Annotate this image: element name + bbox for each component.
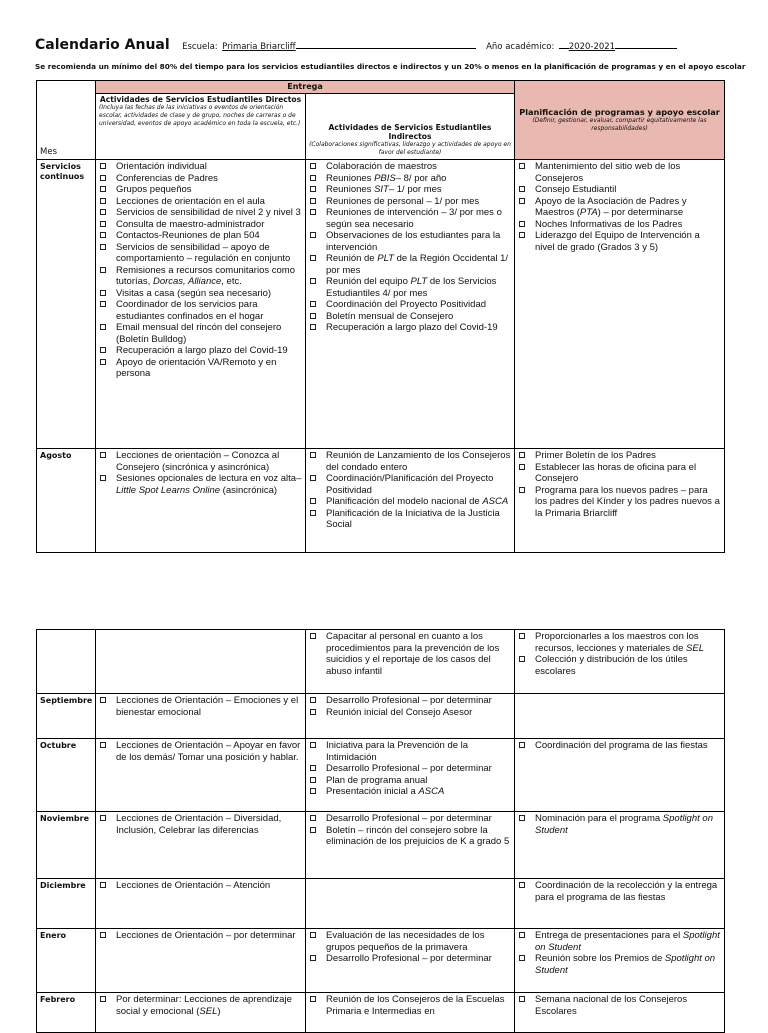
checkbox-list-item: Coordinación del Proyecto Positividad [309,299,511,311]
checkbox-list-item: Primer Boletín de los Padres [518,450,721,462]
direct-list [99,740,302,763]
checkbox-list-item: Reunión sobre los Premios de Spotlight on Student [518,953,721,976]
checkbox-list-item: Orientación individual [99,161,302,173]
checkbox-list-item: Reuniones SIT– 1/ por mes [309,184,511,196]
recommendation-text: Se recomienda un mínimo del 80% del tiempo para los servicios estudiantiles directos e indirectos y un 20% o menos en la planificación de programas y en el apoyo escolar [35,62,746,71]
calendar-row [37,160,725,449]
plan-list [518,631,721,677]
plan-cell [515,449,725,553]
indirect-cell [306,449,515,553]
plan-list [518,740,721,752]
month-cell: Septiembre [37,694,96,739]
checkbox-list-item: Reunión inicial del Consejo Asesor [309,707,511,719]
checkbox-list-item: Desarrollo Profesional – por determinar [309,813,511,825]
indirect-cell [306,812,515,879]
school-name: Primaria Briarcliff [222,42,296,52]
indirect-list [309,740,511,798]
calendar-body-page-1 [37,160,725,553]
calendar-row [37,630,725,694]
indirect-list [309,994,511,1017]
checkbox-list-item: Iniciativa para la Prevención de la Intimidación [309,740,511,763]
checkbox-list-item: Liderazgo del Equipo de Intervención a nivel de grado (Grados 3 y 5) [518,230,721,253]
checkbox-list-item: Reunión del equipo PLT de los Servicios Estudiantiles 4/ por mes [309,276,511,299]
checkbox-list-item: Apoyo de orientación VA/Remoto y en persona [99,357,302,380]
indirect-header [306,94,515,160]
checkbox-list-item: Lecciones de orientación en el aula [99,196,302,208]
checkbox-list-item: Proporcionarles a los maestros con los recursos, lecciones y materiales de SEL [518,631,721,654]
plan-cell [515,630,725,694]
plan-list [518,930,721,976]
direct-cell [96,929,306,993]
checkbox-list-item: Noches Informativas de los Padres [518,219,721,231]
direct-list [99,813,302,836]
direct-list [99,695,302,718]
checkbox-list-item: Lecciones de Orientación – por determinar [99,930,302,942]
checkbox-list-item: Programa para los nuevos padres – para los padres del Kínder y los padres nuevos a la Primaria Briarcliff [518,485,721,520]
checkbox-list-item: Reunión de los Consejeros de la Escuelas Primaria e Intermedias en [309,994,511,1017]
direct-cell [96,993,306,1033]
calendar-table-page-2 [36,629,725,1033]
direct-header-title: Actividades de Servicios Estudiantiles Directos [99,95,302,104]
checkbox-list-item: Reuniones PBIS– 8/ por año [309,173,511,185]
indirect-header-title: Actividades de Servicios Estudiantiles Indirectos [328,123,492,141]
school-label: Escuela: [182,42,218,52]
plan-list [518,450,721,519]
plan-cell [515,739,725,812]
checkbox-list-item: Lecciones de Orientación – Emociones y el bienestar emocional [99,695,302,718]
checkbox-list-item: Desarrollo Profesional – por determinar [309,953,511,965]
checkbox-list-item: Nominación para el programa Spotlight on Student [518,813,721,836]
direct-list [99,930,302,942]
checkbox-list-item: Lecciones de orientación – Conozca al Consejero (sincrónica y asincrónica) [99,450,302,473]
indirect-cell [306,993,515,1033]
indirect-cell [306,630,515,694]
year-label: Año académico: [486,42,555,52]
checkbox-list-item: Sesiones opcionales de lectura en voz alta– Little Spot Learns Online (asincrónica) [99,473,302,496]
month-cell: Febrero [37,993,96,1033]
checkbox-list-item: Consulta de maestro-administrador [99,219,302,231]
direct-cell [96,694,306,739]
checkbox-list-item: Entrega de presentaciones para el Spotlight on Student [518,930,721,953]
checkbox-list-item: Planificación del modelo nacional de ASCA [309,496,511,508]
direct-cell [96,879,306,929]
checkbox-list-item: Coordinador de los servicios para estudiantes confinados en el hogar [99,299,302,322]
checkbox-list-item: Conferencias de Padres [99,173,302,185]
checkbox-list-item: Reunión de Lanzamiento de los Consejeros del condado entero [309,450,511,473]
entrega-row [37,81,725,94]
indirect-cell [306,160,515,449]
checkbox-list-item: Lecciones de Orientación – Apoyar en favor de los demás/ Tomar una posición y hablar. [99,740,302,763]
plan-list [518,161,721,253]
direct-cell [96,739,306,812]
direct-list [99,450,302,496]
indirect-list [309,450,511,531]
plan-list [518,880,721,903]
calendar-row [37,694,725,739]
direct-list [99,161,302,380]
checkbox-list-item: Colaboración de maestros [309,161,511,173]
plan-cell [515,929,725,993]
plan-header-subtitle: (Definir, gestionar, evaluar, compartir equitativamente las responsabilidades) [532,117,707,132]
indirect-cell [306,879,515,929]
document-header [35,36,735,54]
checkbox-list-item: Coordinación de la recolección y la entrega para el programa de las fiestas [518,880,721,903]
checkbox-list-item: Reuniones de intervención – 3/ por mes o según sea necesario [309,207,511,230]
month-cell: Noviembre [37,812,96,879]
indirect-list [309,695,511,718]
calendar-row [37,739,725,812]
indirect-list [309,813,511,848]
checkbox-list-item: Coordinación del programa de las fiestas [518,740,721,752]
direct-list [99,880,302,892]
checkbox-list-item: Recuperación a largo plazo del Covid-19 [99,345,302,357]
direct-list [99,994,302,1017]
month-cell [37,630,96,694]
indirect-cell [306,694,515,739]
document-title: Calendario Anual [35,37,170,53]
year-underline-left [559,38,569,49]
checkbox-list-item: Capacitar al personal en cuanto a los procedimientos para la prevención de los suicidios y el reportaje de los casos del abuso infantil [309,631,511,677]
checkbox-list-item: Apoyo de la Asociación de Padres y Maestros (PTA) – por determinarse [518,196,721,219]
month-cell: Diciembre [37,879,96,929]
calendar-row [37,879,725,929]
checkbox-list-item: Boletín – rincón del consejero sobre la eliminación de los prejuicios de K a grado 5 [309,825,511,848]
checkbox-list-item: Boletín mensual de Consejero [309,311,511,323]
indirect-list [309,161,511,334]
calendar-body-page-2 [37,630,725,1033]
checkbox-list-item: Coordinación/Planificación del Proyecto Positividad [309,473,511,496]
month-cell: Agosto [37,449,96,553]
plan-cell [515,879,725,929]
checkbox-list-item: Lecciones de Orientación – Atención [99,880,302,892]
checkbox-list-item: Contactos-Reuniones de plan 504 [99,230,302,242]
checkbox-list-item: Colección y distribución de los útiles escolares [518,654,721,677]
checkbox-list-item: Evaluación de las necesidades de los grupos pequeños de la primavera [309,930,511,953]
direct-cell [96,812,306,879]
plan-cell [515,993,725,1033]
checkbox-list-item: Remisiones a recursos comunitarios como tutorías, Dorcas, Alliance, etc. [99,265,302,288]
checkbox-list-item: Desarrollo Profesional – por determinar [309,763,511,775]
checkbox-list-item: Visitas a casa (según sea necesario) [99,288,302,300]
checkbox-list-item: Observaciones de los estudiantes para la intervención [309,230,511,253]
direct-header-subtitle: (Incluya las fechas de las iniciativas o eventos de orientación escolar, actividades de clase y de grupo, noches de carreras o de universidad, eventos de apoyo académico en toda la escuela, etc.) [99,104,301,127]
checkbox-list-item: Desarrollo Profesional – por determinar [309,695,511,707]
checkbox-list-item: Grupos pequeños [99,184,302,196]
school-underline [296,38,476,49]
indirect-header-subtitle: (Colaboraciones significativas, liderazgo y actividades de apoyo en favor del estudiante) [309,141,511,156]
calendar-row [37,929,725,993]
plan-cell [515,694,725,739]
calendar-row [37,449,725,553]
checkbox-list-item: Plan de programa anual [309,775,511,787]
checkbox-list-item: Reuniones de personal – 1/ por mes [309,196,511,208]
checkbox-list-item: Planificación de la Iniciativa de la Justicia Social [309,508,511,531]
plan-header [515,81,725,160]
direct-cell [96,449,306,553]
checkbox-list-item: Mantenimiento del sitio web de los Consejeros [518,161,721,184]
calendar-table-page-1 [36,80,725,553]
checkbox-list-item: Por determinar: Lecciones de aprendizaje social y emocional (SEL) [99,994,302,1017]
indirect-cell [306,739,515,812]
checkbox-list-item: Servicios de sensibilidad – apoyo de comportamiento – regulación en conjunto [99,242,302,265]
plan-cell [515,812,725,879]
checkbox-list-item: Establecer las horas de oficina para el Consejero [518,462,721,485]
calendar-row [37,812,725,879]
checkbox-list-item: Presentación inicial a ASCA [309,786,511,798]
month-cell: Octubre [37,739,96,812]
checkbox-list-item: Servicios de sensibilidad de nivel 2 y nivel 3 [99,207,302,219]
entrega-header: Entrega [96,81,515,94]
month-cell: Servicios continuos [37,160,96,449]
direct-header [96,94,306,160]
indirect-list [309,930,511,965]
checkbox-list-item: Recuperación a largo plazo del Covid-19 [309,322,511,334]
month-cell: Enero [37,929,96,993]
mes-header: Mes [37,81,96,160]
checkbox-list-item: Reunión de PLT de la Región Occidental 1/ por mes [309,253,511,276]
checkbox-list-item: Consejo Estudiantil [518,184,721,196]
plan-list [518,813,721,836]
direct-cell [96,160,306,449]
calendar-row [37,993,725,1033]
plan-cell [515,160,725,449]
direct-cell [96,630,306,694]
year-underline-right [615,38,677,49]
checkbox-list-item: Semana nacional de los Consejeros Escolares [518,994,721,1017]
checkbox-list-item: Lecciones de Orientación – Diversidad, Inclusión, Celebrar las diferencias [99,813,302,836]
plan-list [518,994,721,1017]
plan-header-title: Planificación de programas y apoyo escolar [519,107,720,117]
indirect-list [309,631,511,677]
checkbox-list-item: Email mensual del rincón del consejero (Boletín Bulldog) [99,322,302,345]
year-value: 2020-2021 [568,42,616,52]
indirect-cell [306,929,515,993]
